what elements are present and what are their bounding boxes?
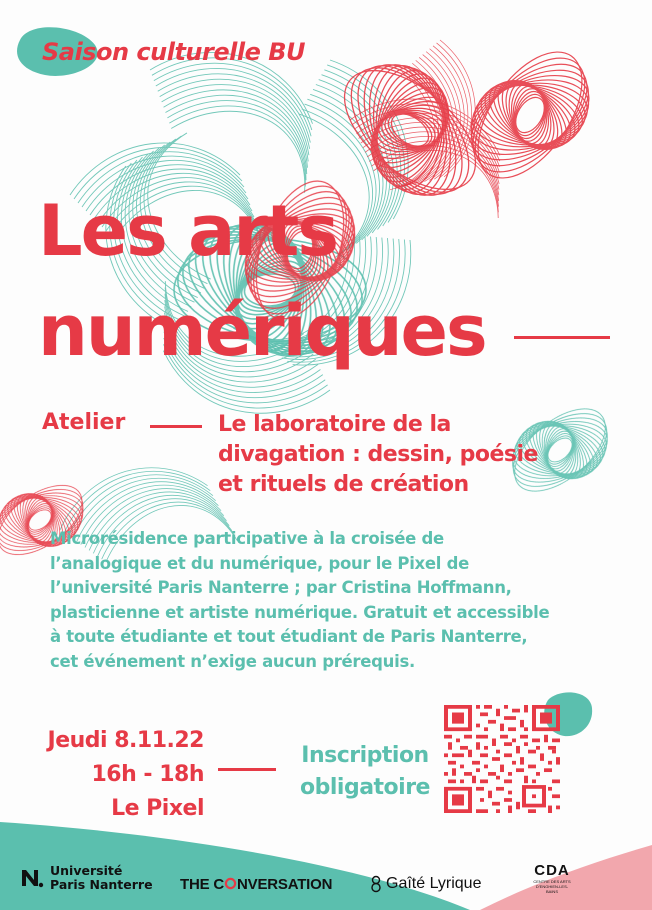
conversation-text-2: NVERSATION [237, 876, 333, 893]
registration [270, 740, 460, 804]
cda-subtext: CENTRE DES ARTS D’ENGHIEN-LES-BAINS [533, 879, 571, 894]
event-date: Jeudi 8.11.22 [47, 728, 204, 753]
gaite-lyrique-logo [370, 875, 481, 893]
subtitle-line: et rituels de création [218, 472, 469, 497]
cda-text: CDA [534, 862, 570, 879]
event-rule [218, 768, 276, 771]
description-line: l’université Paris Nanterre ; par Cristina Hoffmann, [50, 578, 512, 598]
subtitle-line: Le laboratoire de la [218, 412, 451, 437]
description-line: l’analogique et du numérique, pour le Pixel de [50, 553, 469, 573]
cda-logo [530, 862, 574, 894]
atelier-subtitle [218, 410, 638, 500]
the-conversation-logo [180, 876, 332, 893]
conversation-o-icon [224, 877, 237, 890]
event-place: Le Pixel [111, 796, 204, 821]
title-line-1: Les arts [38, 190, 337, 272]
description [50, 527, 650, 675]
registration-line-1: Inscription [301, 743, 429, 768]
description-line: à toute étudiante et tout étudiant de Paris Nanterre, [50, 627, 528, 647]
title-line-2: numériques [38, 290, 486, 372]
description-line: Microrésidence participative à la croisée de [50, 529, 444, 548]
season-label: Saison culturelle BU [42, 38, 305, 66]
subtitle-line: divagation : dessin, poésie [218, 442, 538, 467]
atelier-label: Atelier [42, 410, 126, 435]
description-line: cet événement n’exige aucun prérequis. [50, 651, 415, 671]
universite-paris-nanterre-logo [20, 864, 153, 892]
universite-line-1: Université [50, 863, 123, 878]
atelier-rule [150, 425, 202, 428]
event-details [20, 724, 204, 826]
gaite-lyrique-text: Gaîté Lyrique [386, 875, 482, 892]
qr-code[interactable] [444, 705, 560, 813]
event-time: 16h - 18h [91, 762, 204, 787]
gaite-mark-icon [370, 875, 382, 893]
description-line: plasticienne et artiste numérique. Gratuit et accessible [50, 602, 550, 622]
title-rule [514, 336, 610, 339]
registration-line-2: obligatoire [300, 775, 430, 800]
universite-line-2: Paris Nanterre [50, 877, 153, 892]
conversation-text-1: THE C [180, 876, 225, 893]
university-mark-icon [20, 868, 44, 888]
